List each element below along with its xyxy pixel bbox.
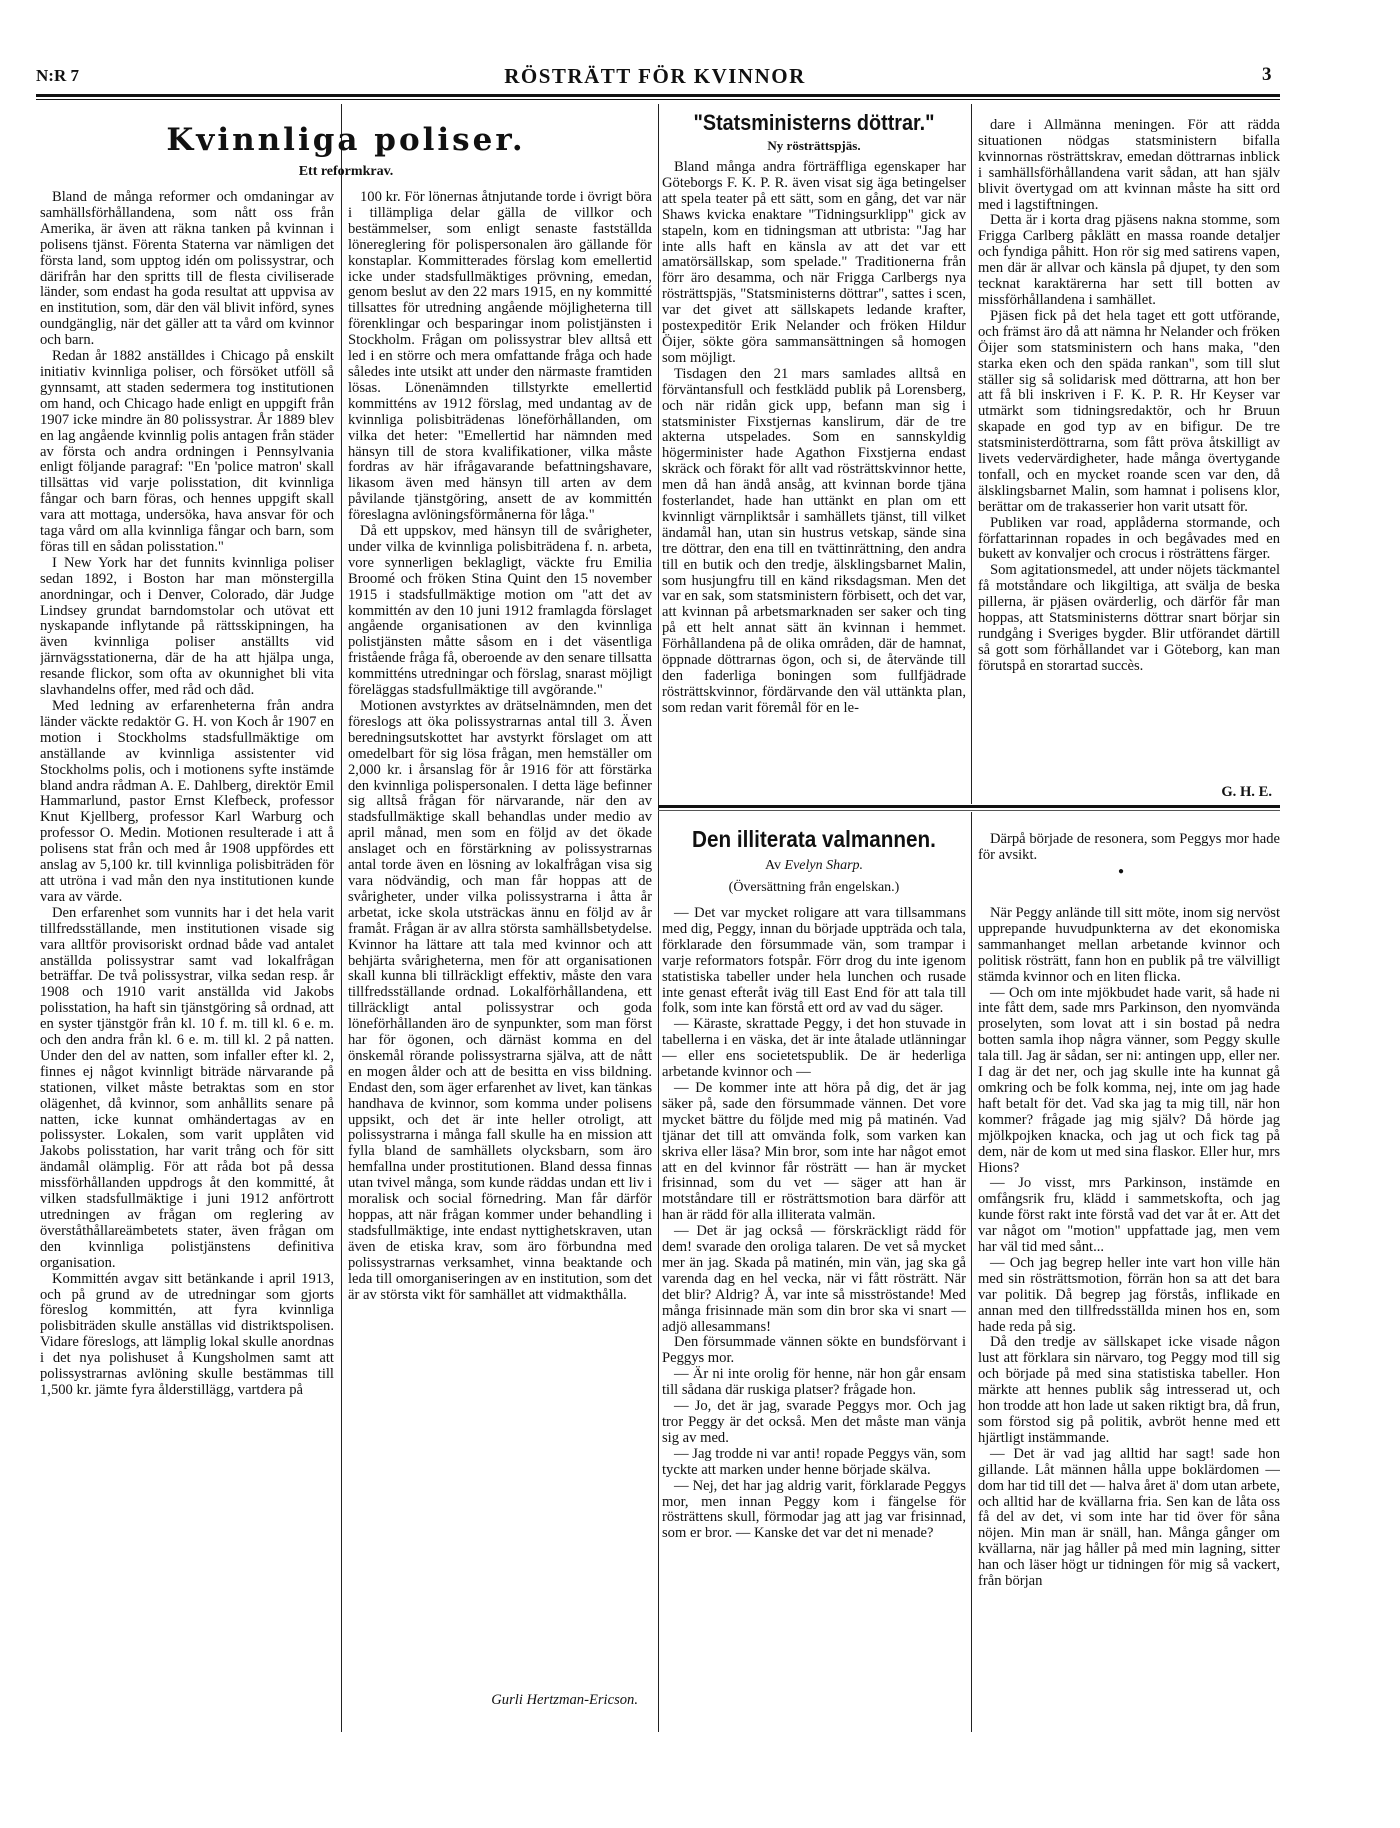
paragraph: — Och jag begrep heller inte vart hon ville hän med sin rösträttsmotion, förrän hon sa att det bara var politik. Då begrep jag förstås, inflikade en annan med den tillfredsställda minen hos en, som hade reda på sig.	[978, 1254, 1280, 1335]
article1-signature: Gurli Hertzman-Ericson.	[491, 1692, 638, 1708]
column-divider	[341, 104, 342, 1732]
article3-column-1	[662, 906, 966, 1732]
paragraph: När Peggy anlände till sitt möte, inom sig nervöst upprepande huvudpunkterna av det ekonomiska sammanhanget mellan arbetande kvinnor och politisk rösträtt, fann hon en publik på tre välvilligt stämda kvinnor och en liten flicka.	[978, 906, 1280, 985]
paragraph: Den erfarenhet som vunnits har i det hela varit tillfredsställande, men institutionen visade sig vara alltför provisoriskt ordnad både vad antalet anställda polissystrar samt vad lokalfrågan beträffar. De två polissystrar, vilka sedan resp. år 1908 och 1910 varit anställda vid Jakobs polisstation, ha haft sin tjänstgöring så ordnad, att en syster tjänstgör från kl. 10 f. m. till kl. 6 e. m. och den andra från kl. 6 e. m. till kl. 2 på natten. Under den del av natten, som infaller efter kl. 2, finnes ej något kvinnligt biträde närvarande på stationen, vilket måste betraktas som en stor olägenhet, då kvinnor, som anhållits senare på natten, icke kunnat omhändertagas av en polissyster. Lokalen, som varit upplåten vid Jakobs polisstation, har varit trång och för sitt ändamål olämplig. För att råda bot på dessa missförhållanden uppdrogs åt den kommitté, åt vilken stadsfullmäktige i juni 1912 anförtrott utredningen av frågan om reglering av överståthållareämbetets stater, även frågan om den kvinnliga polistjänstens definitiva organisation.	[40, 904, 334, 1271]
paragraph: — Det är jag också — förskräckligt rädd för dem! svarade den oroliga talaren. De vet så mycket mer än jag. Skada på matinén, min vän, jag ska gå varenda dag en hel vecka, när vi fått rösträtt. När det blir? Aldrig? Å, var inte så misströstande! Med många frisinnade män som din bror ska vi snart — adjö allesammans!	[662, 1223, 966, 1335]
paragraph: Den försummade vännen sökte en bundsförvant i Peggys mor.	[662, 1334, 966, 1367]
paragraph: — Jo visst, mrs Parkinson, instämde en omfångsrik fru, klädd i sammetskofta, och jag kunde först rakt inte förstå vad det var åt er. Att det var något om "motion" uppfattade jag, men vem har väl tid med sånt...	[978, 1175, 1280, 1256]
paragraph: — Det var mycket roligare att vara tillsammans med dig, Peggy, innan du började uppträda och tala, förklarade den försummade vän, som trampar i varje reformators fotspår. Förr drog du inte igenom statistiska tabeller under hela lunchen och rusade inte genast efteråt iväg till East End för att tala till folk, som inte kan förstå ett ord av vad du säger.	[662, 906, 966, 1017]
newspaper-title: RÖSTRÄTT FÖR KVINNOR	[504, 64, 806, 88]
paragraph: Tisdagen den 21 mars samlades alltså en förväntansfull och festklädd publik på Lorensberg, och när ridån gick upp, befann man sig i statsminister Fixstjernas kanslirum, där de tre akterna utspelades. Som en sannskyldig högerminister hade Agathon Fixstjerna endast skräck och förakt för allt vad rösträttskvinnor hette, men då han ändå ansåg, att kvinnan borde tjäna fosterlandet, hade han uttänkt en plan om ett kvinnligt värnpliktsår i samhällets tjänst, till vilket ändamål han, utan sin hustrus vetskap, sände sina tre döttrar, den ena till en tvättinrättning, den andra till en butik och den tredje, älsklingsbarnet Malin, som husjungfru till en känd riksdagsman. Men det var en sak, som statsministern förbisett, och det var, att kvinnan på arbetsmarknaden ser saker och ting på ett helt annat sätt än kvinnan i hemmet. Förhållandena på de olika områden, där de hamnat, öppnade döttrarnas ögon, och si, de återvände till den faderliga boningen som fullfjädrade rösträttskvinnor, fördärvande den väl uttänkta plan, som redan varit föremål för en le-	[662, 365, 966, 716]
article-headline-statsministerns-dottrar: "Statsministerns döttrar."	[693, 110, 935, 135]
paragraph: 100 kr. För lönernas åtnjutande torde i övrigt böra i tillämpliga delar gälla de villkor och bestämmelser, som enligt senaste fastställda lönereglering för polispersonalen äro gällande för konstaplar. Kommitterades förslag kom emellertid icke under stadsfullmäktiges prövning, emedan, genom beslut av den 22 mars 1915, en ny kommitté tillsattes för utredning angående möjligheterna till förenklingar och besparingar inom polistjänsten i Stockholm. Frågan om polissystrar blev alltså ett led i en större och mera omfattande fråga och hade således inte utsikt att under den närmaste framtiden lösas. Lönenämnden tillstyrkte emellertid kommitténs av 1912 förslag, med undantag av de kvinnliga polisbiträdenas löneförhållanden, om vilka det heter: "Emellertid har nämnden med hänsyn till de stora kvalifikationer, vilka måste fordras av här ifrågavarande befattningshavare, likasom även med hänsyn till arten av dem påvilande tjänstgöring, ansett de av kommittén föreslagna avlöningsförmånerna för låga."	[348, 190, 652, 524]
column-divider	[971, 104, 972, 804]
article3-column-2	[978, 906, 1280, 1732]
author-name: Evelyn Sharp.	[784, 858, 864, 873]
column-divider	[658, 104, 659, 1732]
paragraph: — Käraste, skrattade Peggy, i det hon stuvade in tabellerna i en väska, det är inte åtalade utlänningar — eller ens societetspublik. De är hederliga arbetande kvinnor och —	[662, 1016, 966, 1081]
paragraph: Publiken var road, applåderna stormande, och författarinnan ropades in och begåvades med en bukett av konvaljer och crocus i rösträttens färger.	[978, 514, 1280, 563]
article3-column-2-intro	[978, 832, 1280, 866]
paragraph: Därpå började de resonera, som Peggys mor hade för avsikt.	[978, 832, 1280, 863]
paragraph: Då ett uppskov, med hänsyn till de svårigheter, under vilka de kvinnliga polisbiträdena f. n. arbeta, vore synnerligen beklagligt, väckte fru Emilia Broomé och fröken Stina Quint den 15 november 1915 i stadsfullmäktige motion om "att det av kommittén av den 10 juni 1912 framlagda förslaget angående organisationen av den kvinnliga polistjänsten måtte såsom en i det väsentliga fristående fråga få, oberoende av den senare tillsatta kommitténs utredningar och förslag, snarast möjligt föreläggas stadsfullmäktige till avgörande."	[348, 523, 652, 699]
paragraph: — Jo, det är jag, svarade Peggys mor. Och jag tror Peggy är det också. Men det måste man vänja sig av med.	[662, 1398, 966, 1446]
section-separator-icon: ●	[1118, 866, 1125, 877]
translation-note: (Översättning från engelskan.)	[728, 880, 900, 895]
paragraph: Motionen avstyrktes av drätselnämnden, men det föreslogs att öka polissystrarnas antal till 3. Även beredningsutskottet har avstyrkt förslaget om att omedelbart för sig lösa frågan, men hemställer om 2,000 kr. i årsanslag för år 1916 för att förstärka den kvinnliga polispersonalen. I detta läge befinner sig alltså frågan för närvarande, när den av stadsfullmäktige skall behandlas under medio av april månad, men som en följd av det ökade anslaget och en förstärkning av polissystrarnas antal torde även en lösning av lokalfrågan visa sig vara nödvändig, och man får hoppas att de svårigheter, under vilka polissystrarna i åtta år arbetat, icke skola utsträckas ännu en följd av år framåt. Frågan är av allra största samhällsbetydelse. Kvinnor ha lättare att tala med kvinnor och att behjärta svårigheterna, men för att organisationen skall kunna bli tillräckligt effektiv, måste den vara tillfredsställande ordnad. Lokalförhållandena, ett tillräckligt antal polissystrar och goda löneförhållanden äro de synpunkter, som man först har för ögonen, och därnäst komma en del önskemål rörande polissystrarna själva, att de nått en mogen ålder och att de besitta en viss bildning. Endast den, som äger erfarenhet av livet, kan tänkas handhava de kvinnor, som komma under polisens uppsikt, och det är inte heller otroligt, att polissystrarna i många fall skulle ha en mission att fylla bland de samhällets olycksbarn, som äro hemfallna under prostitutionen. Bland dessa finnas utan tvivel många, som kunde räddas undan ett liv i moralisk och social förnedring. Man får därför hoppas, att när frågan kommer under behandling i stadsfullmäktige, inte endast nyttighetskraven, utan även de etiska krav, som äro förbundna med polissystrarnas verksamhet, vinna beaktande och leda till omorganiseringen av en institution, som det är av största vikt för samhället att vidmakthålla.	[348, 698, 652, 1303]
byline	[662, 858, 966, 874]
paragraph: Med ledning av erfarenheterna från andra länder väckte redaktör G. H. von Koch år 1907 en motion i Stockholms stadsfullmäktige om anställande av kvinnliga assistenter vid Stockholms polis, och i motionens syfte instämde bland andra rådman A. E. Dahlberg, direktör Emil Hammarlund, pastor Ernst Klefbeck, professor Knut Kjellberg, professor Karl Warburg och professor O. Medin. Motionen resulterade i att å polisens stat från och med år 1908 uppfördes ett anslag av 5,100 kr. till kvinnliga polisbiträden för att utröna i vad mån den nya institutionen kunde vara av värde.	[40, 698, 334, 905]
paragraph: I New York har det funnits kvinnliga poliser sedan 1892, i Boston har man mönstergilla anordningar, och i Denver, Colorado, där Judge Lindsey grundat barndomstolar och utövat ett nyskapande inflytande på rättsskipningen, ha även kvinnliga poliser anställts vid järnvägsstationerna, där de ha att hjälpa unga, resande flickor, som ofta av okunnighet bli vita slavhandelns offer, med råd och dåd.	[40, 554, 334, 699]
masthead-rule	[36, 94, 1280, 100]
article1-column-1	[40, 190, 334, 1732]
article-subheadline: Ett reformkrav.	[298, 164, 394, 179]
section-rule	[658, 805, 1280, 811]
paragraph: Kommittén avgav sitt betänkande i april 1913, och på grund av de utredningar som gjorts föreslog kommittén, att fyra kvinnliga polisbiträden skulle anställas vid distriktspolisen. Vidare föreslogs, att lämplig lokal skulle anordnas i det nya polishuset å Kungsholmen samt att polissystrarnas avlöning skulle bestämmas till 1,500 kr. jämte fyra ålderstillägg, vartdera på	[40, 1270, 334, 1398]
article2-column-1	[662, 160, 966, 800]
paragraph: — Nej, det har jag aldrig varit, förklarade Peggys mor, men innan Peggy kom i fängelse för rösträttens skull, förmodar jag att jag var frisinnad, som er bror. — Kanske det var det ni menade?	[662, 1477, 966, 1542]
article1-column-2	[348, 190, 652, 1686]
paragraph: Bland många andra förträffliga egenskaper har Göteborgs F. K. P. R. även visat sig äga betingelser att spela teater på ett sätt, som en gång, det var när Shaws kvicka enaktare "Tidningsurklipp" gick av stapeln, kom en tidningsman att utbrista: "Jag har inte alls haft en känsla av att det var ett amatörsällskap, som spelade." Traditionerna från förr äro desamma, och när Frigga Carlbergs nya rösträttspjäs, "Statsministerns döttrar", sattes i scen, var det givet att sällskapets ledande krafter, postexpeditör Erik Nelander och fröken Hildur Öijer, sökte göra sammansättningen så homogen som möjligt.	[662, 160, 966, 366]
paragraph: Redan år 1882 anställdes i Chicago på enskilt initiativ kvinnliga poliser, och försöket utföll så gynnsamt, att staden sedermera tog institutionen om hand, och Chicago hade enligt en uppgift från 1907 icke mindre än 80 polissystrar. År 1889 blev en lag angående kvinnlig polis antagen från städer av första och andra ordningen i Pennsylvania enligt följande paragraf: "En 'police matron' skall tillsättas vid varje polisstation, dit kvinnliga fångar och barn föras, och hennes uppgift skall vara att mottaga, undersöka, hava ansvar för och taga vård om alla kvinnliga fångar och barn, som föras till en sådan polisstation."	[40, 348, 334, 555]
byline-prefix: Av	[764, 858, 782, 873]
column-divider	[971, 812, 972, 1732]
article2-signature: G. H. E.	[1221, 784, 1272, 800]
page-number: 3	[1262, 64, 1272, 85]
paragraph: dare i Allmänna meningen. För att rädda situationen nödgas statsministern bifalla kvinnornas rösträttskrav, emedan döttrarnas inblick i samhällsförhållandena varit sådan, att han själv blivit övertygad om att kvinnan måste ha sitt ord med i lagstiftningen.	[978, 118, 1280, 213]
paragraph: — Jag trodde ni var anti! ropade Peggys vän, som tyckte att marken under henne började skälva.	[662, 1445, 966, 1478]
paragraph: — Och om inte mjökbudet hade varit, så hade ni inte fått dem, sade mrs Parkinson, den nyomvända proselyten, som lovat att i sin bostad på nedra botten samla ihop några vänner, som Peggy skulle tala till. Jag är sådan, ser ni: antingen upp, eller ner. I dag är det ner, och jag skulle inte ha kunnat gå omkring och be folk komma, nej, inte om jag hade haft betalt för det. Vad ska jag ta mig till, när hon kommer? frågade jag mig själv? Då hörde jag mjölkpojken knacka, och jag ut och fick tag på dem, när de kom ut med sina flaskor. Eller hur, mrs Hions?	[978, 984, 1280, 1176]
paragraph: Pjäsen fick på det hela taget ett gott utförande, och främst äro då att nämna hr Nelander och fröken Öijer som statsministern och hans maka, "den starka eken och den späda rankan", som till slut ställer sig så solidarisk med döttrarna, att hon ber att få bli inskriven i F. K. P. R. Hr Keyser var utmärkt som tidningsredaktör, och hr Bruun skapade en god typ av en bifigur. De tre statsministerdöttrarna, som fått pröva åtskilligt av livets vedervärdigheter, hade många övertygande tonfall, och en mycket roande scen var den, då älsklingsbarnet Malin, som hamnat i polisens klor, berättar om de trakasserier hon varit utsatt för.	[978, 307, 1280, 515]
paragraph: Detta är i korta drag pjäsens nakna stomme, som Frigga Carlberg påklätt en massa roande detaljer och fyndiga påhitt. Hon rör sig med satirens vapen, men där är allvar och känsla på djupet, ty den som tecknat karaktärerna har sett till botten av missförhållandena i samhället.	[978, 212, 1280, 308]
paragraph: — Det är vad jag alltid har sagt! sade hon gillande. Låt männen hålla uppe boklärdomen — dom har tid till det — halva året ä' dom utan arbete, och alltid har de kvällarna fria. Sen kan de låta oss få del av det, vi som inte har tid över för såna nöjen. Min man är snäll, han. Många gånger om kvällarna, när jag håller på med min lagning, sitter han och läser högt ur tidningen för mig så vackert, från början	[978, 1445, 1280, 1590]
paragraph: Bland de många reformer och omdaningar av samhällsförhållandena, som nått oss från Amerika, är även att räkna tanken på kvinnan i polisens tjänst. Förenta Staterna var nämligen det första land, som upptog idén om polissystrar, och därifrån har den spritts till de flesta civiliserade länder, som endast ha goda resultat att uppvisa av en institution, som, där den väl blivit införd, synes oundgänglig, när det gäller att ta vård om kvinnor och barn.	[40, 190, 334, 349]
paragraph: — De kommer inte att höra på dig, det är jag säker på, sade den försummade vännen. Det vore mycket bättre du följde med mig på matinén. Vad tjänar det till att omvända folk, som varken kan skriva eller läsa? Min bror, som inte har något emot att en del kvinnor får rösträtt — han är mycket frisinnad, som du vet — säger att han är motståndare till er rösträttsmotion bara därför att han är rädd för alla illiterata valmän.	[662, 1079, 966, 1224]
article-subheadline: Ny rösträttspjäs.	[767, 138, 861, 153]
paragraph: Som agitationsmedel, att under nöjets täckmantel få motståndare och likgiltiga, att svälja de beska pillerna, är pjäsen ovärderlig, och därför får man hoppas, att Statsministerns döttrar snart börjar sin rundgång i Sveriges bygder. Blir utförandet därtill så gott som förhållandet var i Göteborg, kan man förutspå en storartad succès.	[978, 562, 1280, 674]
article-headline-kvinnliga-poliser: Kvinnliga poliser.	[166, 122, 526, 158]
paragraph: Då den tredje av sällskapet icke visade någon lust att förklara sin närvaro, tog Peggy mod till sig och började på med sina statistiska tabeller. Hon märkte att hennes publik såg intresserad ut, och hon trodde att hon lade ut saken riktigt bra, då frun, som förstod sig på politik, avbröt henne med ett hjärtligt instämmande.	[978, 1334, 1280, 1446]
article2-column-2	[978, 118, 1280, 780]
issue-number: N:R 7	[36, 66, 79, 85]
paragraph: — Är ni inte orolig för henne, när hon går ensam till sådana där ruskiga platser? frågade hon.	[662, 1366, 966, 1399]
article-headline-den-illiterata-valmannen: Den illiterata valmannen.	[692, 826, 936, 852]
